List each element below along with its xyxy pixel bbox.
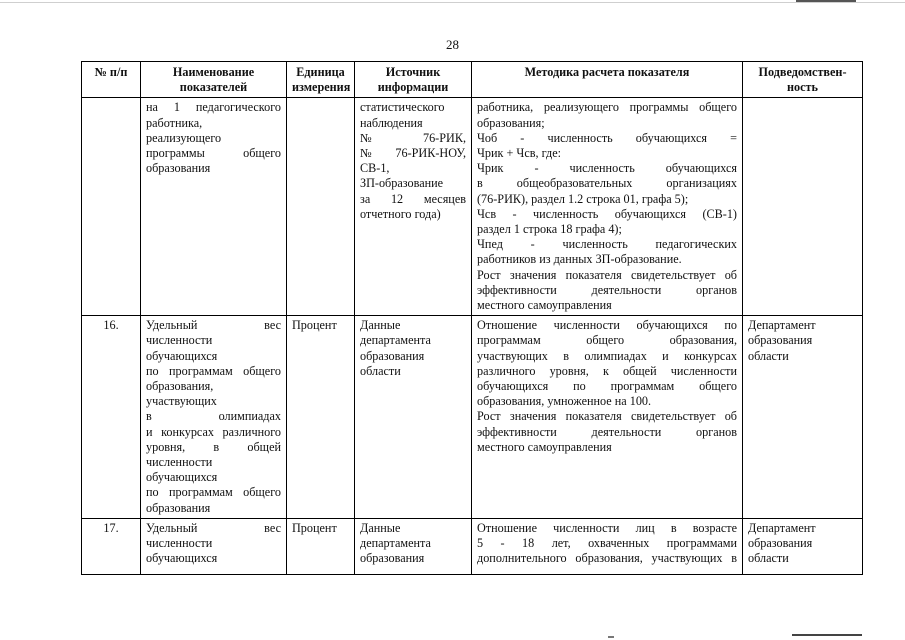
header-row — [82, 62, 863, 98]
text-line: Удельный вес — [146, 520, 281, 535]
text-line: (76-РИК), раздел 1.2 строка 01, графа 5); — [477, 191, 689, 206]
text-line: Чрик + Чсв, где: — [477, 146, 561, 161]
text-line: Рост значения показателя свидетельствует об — [477, 409, 737, 424]
method-cell — [472, 518, 743, 574]
text-line: эффективности деятельности органов — [477, 282, 737, 297]
text-line: Департамент — [748, 318, 816, 333]
unit-cell — [287, 98, 355, 316]
header-method: Методика расчета показателя — [472, 62, 743, 98]
text-line: и конкурсах различного — [146, 424, 281, 439]
text-line: образования — [748, 333, 813, 348]
text-line: образования, — [146, 379, 214, 394]
text-line: образования; — [477, 115, 545, 130]
text-line: эффективности деятельности органов — [477, 424, 737, 439]
row-number — [82, 98, 141, 316]
text-line: численности — [146, 333, 213, 348]
source-cell — [355, 518, 472, 574]
text-line: по программам общего — [146, 485, 281, 500]
text-line: статистического — [360, 100, 445, 115]
text-line: Чсв - численность обучающихся (СВ-1) — [477, 206, 737, 221]
text-line: на 1 педагогического — [146, 100, 281, 115]
text-line: образования — [146, 500, 211, 515]
text-line: в олимпиадах — [146, 409, 281, 424]
row-number: 16. — [82, 316, 141, 519]
bottom-mark — [792, 634, 862, 636]
text-line: № 76-РИК-НОУ, — [360, 146, 466, 161]
text-line: Рост значения показателя свидетельствует об — [477, 267, 737, 282]
text-line: обучающихся по программам общего — [477, 379, 737, 394]
text-line: образования — [748, 536, 813, 551]
page-number: 28 — [446, 37, 459, 52]
text-line: Департамент — [748, 520, 816, 535]
text-line: образования — [360, 551, 425, 566]
text-line: Данные — [360, 318, 401, 333]
text-line: местного самоуправления — [477, 298, 612, 313]
text-line: департамента — [360, 333, 431, 348]
text-line: наблюдения — [360, 115, 423, 130]
text-line: образования, умноженное на 100. — [477, 394, 652, 409]
text-line: обучающихся — [146, 551, 218, 566]
text-line: Отношение численности лиц в возрасте — [477, 520, 737, 535]
text-line: численности — [146, 455, 213, 470]
text-line: по программам общего — [146, 363, 281, 378]
dept-cell — [743, 98, 863, 316]
source-cell — [355, 98, 472, 316]
header-name: Наименование показателей — [141, 62, 287, 98]
header-unit: Единица измерения — [287, 62, 355, 98]
text-line: департамента — [360, 536, 431, 551]
text-line: области — [360, 363, 401, 378]
table-row — [82, 98, 863, 316]
text-line: отчетного года) — [360, 206, 441, 221]
text-line: Чпед - численность педагогических — [477, 237, 737, 252]
text-line: обучающихся — [146, 348, 218, 363]
text-line: уровня, в общей — [146, 439, 281, 454]
text-line: области — [748, 551, 789, 566]
indicator-name-cell — [141, 98, 287, 316]
text-line: Данные — [360, 520, 401, 535]
text-line: различного уровня, к общей численности — [477, 363, 737, 378]
text-line: Удельный вес — [146, 318, 281, 333]
text-line: дополнительного образования, участвующих в — [477, 551, 737, 566]
dept-cell — [743, 316, 863, 519]
text-line: образования — [146, 161, 211, 176]
text-line: программы общего — [146, 146, 281, 161]
scan-artifact — [608, 636, 614, 638]
indicator-name-cell — [141, 518, 287, 574]
top-mark — [796, 0, 856, 2]
text-line: области — [748, 348, 789, 363]
row-number: 17. — [82, 518, 141, 574]
text-line: местного самоуправления — [477, 439, 612, 454]
text-line: раздел 1 строка 18 графа 4); — [477, 222, 622, 237]
method-cell — [472, 316, 743, 519]
text-line: участвующих — [146, 394, 217, 409]
method-cell — [472, 98, 743, 316]
text-line: Чоб - численность обучающихся = — [477, 130, 737, 145]
text-line: ЗП-образование — [360, 176, 444, 191]
text-line: № 76-РИК, — [360, 130, 466, 145]
top-rule — [0, 2, 905, 3]
text-line: в общеобразовательных организациях — [477, 176, 737, 191]
text-line: реализующего — [146, 130, 222, 145]
indicator-table — [81, 61, 863, 575]
indicator-name-cell — [141, 316, 287, 519]
text-line: Чрик - численность обучающихся — [477, 161, 737, 176]
unit-cell: Процент — [287, 518, 355, 574]
header-source: Источник информации — [355, 62, 472, 98]
header-dept: Подведомствен-ность — [743, 62, 863, 98]
text-line: работников из данных ЗП-образование. — [477, 252, 682, 267]
table-row — [82, 518, 863, 574]
text-line: 5 - 18 лет, охваченных программами — [477, 536, 737, 551]
text-line: за 12 месяцев — [360, 191, 466, 206]
text-line: образования — [360, 348, 425, 363]
text-line: СВ-1, — [360, 161, 390, 176]
text-line: участвующих в олимпиадах и конкурсах — [477, 348, 737, 363]
text-line: обучающихся — [146, 470, 218, 485]
table-row — [82, 316, 863, 519]
dept-cell — [743, 518, 863, 574]
text-line: программам общего образования, — [477, 333, 737, 348]
text-line: численности — [146, 536, 213, 551]
text-line: работника, — [146, 115, 203, 130]
text-line: работника, реализующего программы общего — [477, 100, 737, 115]
header-num: № п/п — [82, 62, 141, 98]
text-line: Отношение численности обучающихся по — [477, 318, 737, 333]
source-cell — [355, 316, 472, 519]
unit-cell: Процент — [287, 316, 355, 519]
